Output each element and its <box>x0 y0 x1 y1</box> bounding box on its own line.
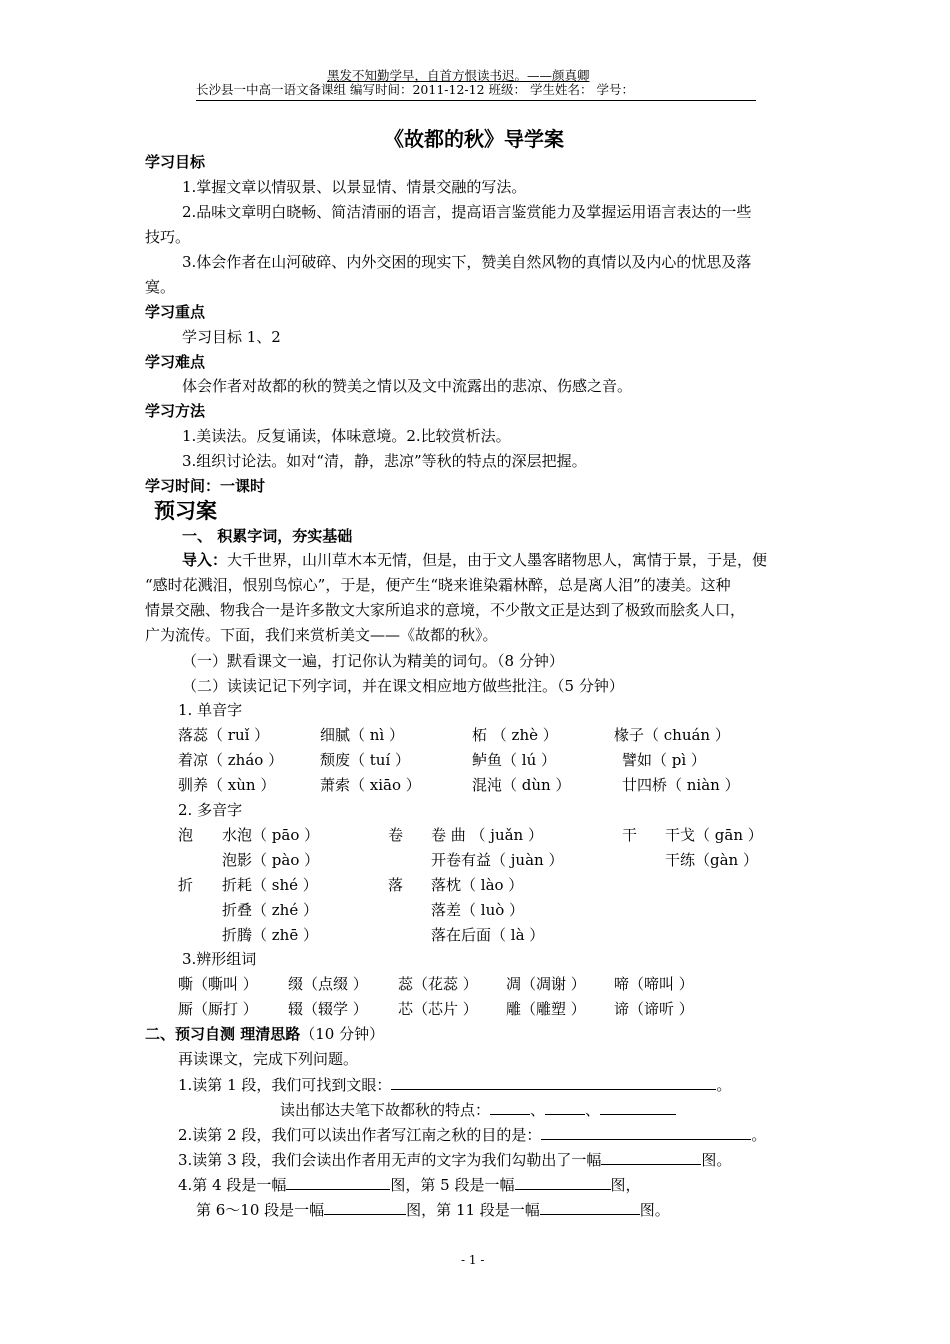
focus-text: 学习目标 1、2 <box>182 328 281 346</box>
goal-3b: 寞。 <box>145 278 176 296</box>
intro-line-1 <box>182 550 767 570</box>
question-2-text: 2.读第 2 段，我们可以读出作者写江南之秋的目的是： <box>178 1126 542 1144</box>
method-line-1: 1.美读法。反复诵读，体味意境。2.比较赏析法。 <box>182 427 511 445</box>
single-title: 1. 单音字 <box>178 701 243 719</box>
multi-char: 落 <box>388 876 404 894</box>
question-2 <box>178 1124 766 1145</box>
preview-heading: 预习案 <box>154 499 217 523</box>
multi-char: 泡 <box>178 826 194 844</box>
single-word: 柘 （ zhè ） <box>472 726 558 744</box>
goal-1: 1.掌握文章以情驭景、以景显情、情景交融的写法。 <box>182 178 527 196</box>
goal-2a: 2.品味文章明白晓畅、简洁清丽的语言，提高语言鉴赏能力及掌握运用语言表达的一些 <box>182 203 752 221</box>
single-word: 萧索（ xiāo ） <box>320 776 421 794</box>
multi-word: 折腾（ zhē ） <box>222 926 318 944</box>
question-5-text-b: 图，第 11 段是一幅 <box>406 1201 540 1219</box>
intro-line-3: 情景交融、物我合一是许多散文大家所追求的意境，不少散文正是达到了极致而脍炙人口， <box>145 601 746 619</box>
question-4-text-a: 4.第 4 段是一幅 <box>178 1176 287 1194</box>
distinguish-word: 啼（啼叫 ） <box>614 975 694 993</box>
punct: 。 <box>716 1076 732 1094</box>
question-5-text-c: 图。 <box>639 1201 670 1219</box>
multi-word: 泡影（ pào ） <box>222 851 320 869</box>
goals-heading: 学习目标 <box>145 153 206 171</box>
multi-word: 卷 曲 （ juǎn ） <box>431 826 543 844</box>
single-word: 着凉（ zháo ） <box>178 751 284 769</box>
multi-word: 落在后面（ là ） <box>431 926 545 944</box>
distinguish-word: 凋（凋谢 ） <box>506 975 586 993</box>
reread-instruction: 再读课文，完成下列问题。 <box>178 1050 359 1068</box>
single-word: 颓废（ tuí ） <box>320 751 411 769</box>
difficulty-heading: 学习难点 <box>145 353 206 371</box>
goal-2b: 技巧。 <box>145 228 191 246</box>
question-4 <box>178 1174 641 1195</box>
question-3-end: 图。 <box>701 1151 732 1169</box>
multi-word: 折叠（ zhé ） <box>222 901 318 919</box>
multi-word: 水泡（ pāo ） <box>222 826 320 844</box>
multi-word: 落枕（ lào ） <box>431 876 524 894</box>
single-word: 细腻（ nì ） <box>320 726 404 744</box>
focus-heading: 学习重点 <box>145 303 206 321</box>
part2-heading <box>145 1024 384 1044</box>
multi-word: 干戈（ gān ） <box>665 826 763 844</box>
distinguish-word: 厮（厮打 ） <box>178 1000 258 1018</box>
intro-text-1: 大千世界，山川草木本无情，但是，由于文人墨客睹物思人，寓情于景，于是，便 <box>227 551 768 569</box>
multi-word: 干练（gàn ） <box>665 851 758 869</box>
question-5-text-a: 第 6～10 段是一幅 <box>196 1201 325 1219</box>
single-word: 譬如（ pì ） <box>622 751 706 769</box>
multi-word: 落差（ luò ） <box>431 901 525 919</box>
distinguish-word: 蕊（花蕊 ） <box>398 975 478 993</box>
intro-label: 导入： <box>182 551 228 569</box>
single-word: 廿四桥（ niàn ） <box>622 776 740 794</box>
question-5 <box>196 1199 670 1220</box>
intro-line-2: “感时花溅泪，恨别鸟惊心”，于是，便产生“晓来谁染霜林醉，总是离人泪”的凄美。这种 <box>145 576 731 594</box>
study-time: 学习时间：一课时 <box>145 477 266 495</box>
distinguish-word: 嘶（嘶叫 ） <box>178 975 258 993</box>
header-motto: 黑发不知勤学早，自首方恨读书迟。——颜真卿 <box>327 68 590 83</box>
page-number: - 1 - <box>461 1253 485 1267</box>
single-word: 椽子（ chuán ） <box>614 726 730 744</box>
multi-title: 2. 多音字 <box>178 801 243 819</box>
multi-char: 干 <box>622 826 638 844</box>
answer-blank[interactable] <box>601 1149 701 1165</box>
difficulty-text: 体会作者对故都的秋的赞美之情以及文中流露出的悲凉、伤感之音。 <box>182 377 633 395</box>
question-3-text: 3.读第 3 段，我们会读出作者用无声的文字为我们勾勒出了一幅 <box>178 1151 602 1169</box>
multi-char: 折 <box>178 876 194 894</box>
question-1b <box>280 1099 676 1120</box>
distinguish-word: 芯（芯片 ） <box>398 1000 478 1018</box>
question-1a-text: 1.读第 1 段，我们可找到文眼： <box>178 1076 392 1094</box>
distinguish-title: 3.辨形组词 <box>182 950 257 968</box>
answer-blank[interactable] <box>324 1199 406 1215</box>
answer-blank[interactable] <box>600 1099 676 1115</box>
single-word: 鲈鱼（ lú ） <box>472 751 556 769</box>
multi-word: 折耗（ shé ） <box>222 876 318 894</box>
task-2: （二）读读记记下列字词，并在课文相应地方做些批注。（5 分钟） <box>182 677 624 695</box>
part1-title: 一、 积累字词，夯实基础 <box>182 527 353 545</box>
distinguish-word: 雕（雕塑 ） <box>506 1000 586 1018</box>
distinguish-word: 辍（辍学 ） <box>288 1000 368 1018</box>
punct: 。 <box>751 1126 767 1144</box>
multi-char: 卷 <box>388 826 404 844</box>
answer-blank[interactable] <box>286 1174 390 1190</box>
header-rule <box>196 100 756 101</box>
part2-time: （10 分钟） <box>300 1025 385 1043</box>
multi-word: 开卷有益（ juàn ） <box>431 851 564 869</box>
answer-blank[interactable] <box>490 1099 530 1115</box>
goal-3a: 3.体会作者在山河破碎、内外交困的现实下，赞美自然风物的真情以及内心的忧思及落 <box>182 253 752 271</box>
single-word: 落蕊（ ruǐ ） <box>178 726 270 744</box>
punct: 、 <box>585 1101 601 1119</box>
answer-blank[interactable] <box>391 1074 716 1090</box>
page-title: 《故都的秋》导学案 <box>384 127 564 151</box>
single-word: 混沌（ dùn ） <box>472 776 571 794</box>
method-line-2: 3.组织讨论法。如对“清，静，悲凉”等秋的特点的深层把握。 <box>182 452 587 470</box>
answer-blank[interactable] <box>545 1099 585 1115</box>
question-1a <box>178 1074 731 1095</box>
question-4-text-b: 图，第 5 段是一幅 <box>390 1176 515 1194</box>
answer-blank[interactable] <box>515 1174 611 1190</box>
intro-line-4: 广为流传。下面，我们来赏析美文——《故都的秋》。 <box>145 626 498 644</box>
single-word: 驯养（ xùn ） <box>178 776 276 794</box>
task-1: （一）默看课文一遍，打记你认为精美的词句。（8 分钟） <box>182 652 564 670</box>
header-info: 长沙县一中高一语文备课组 编写时间：2011-12-12 班级： 学生姓名： 学号： <box>196 82 634 97</box>
distinguish-word: 谛（谛听 ） <box>614 1000 694 1018</box>
answer-blank[interactable] <box>541 1124 751 1140</box>
answer-blank[interactable] <box>540 1199 640 1215</box>
part2-title: 二、预习自测 理清思路 <box>145 1025 301 1043</box>
question-3 <box>178 1149 731 1170</box>
punct: 、 <box>530 1101 546 1119</box>
distinguish-word: 缀（点缀 ） <box>288 975 368 993</box>
question-1b-text: 读出郁达夫笔下故都秋的特点： <box>280 1101 491 1119</box>
question-4-text-c: 图， <box>610 1176 641 1194</box>
method-heading: 学习方法 <box>145 402 206 420</box>
